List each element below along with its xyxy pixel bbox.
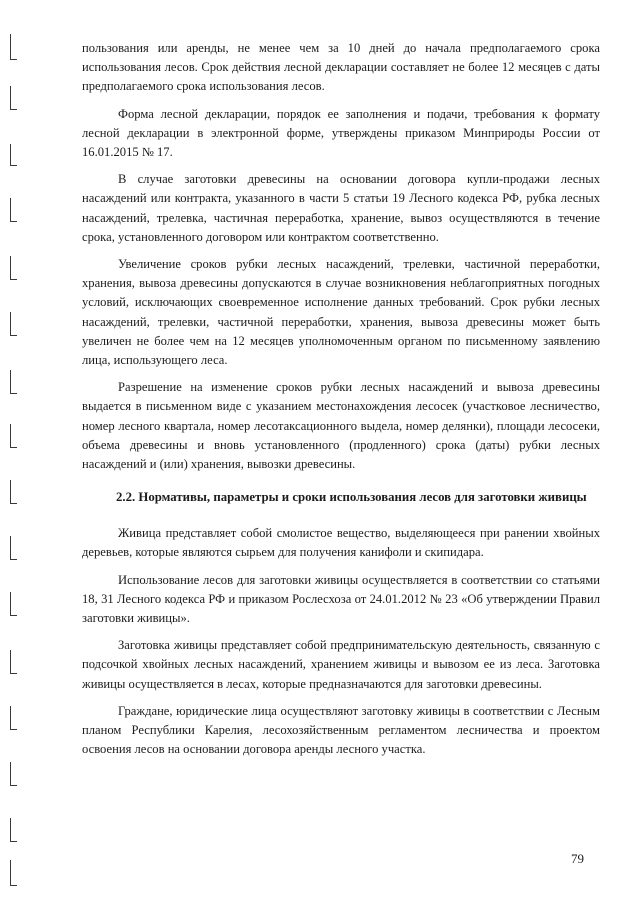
binding-mark [10, 706, 18, 730]
binding-mark [10, 592, 18, 616]
paragraph: пользования или аренды, не менее чем за 10 дней до начала предполагаемого срока использования лесов. Срок действия лесной декларации составляет не более 12 месяцев с даты предполагаемого срока использования лесов. [82, 41, 600, 94]
binding-mark [10, 86, 18, 110]
binding-mark [10, 198, 18, 222]
binding-mark [10, 860, 18, 886]
binding-mark [10, 144, 18, 166]
paragraph: Живица представляет собой смолистое вещество, выделяющееся при ранении хвойных деревьев, которые являются сырьем для получения канифоли и скипидара. [82, 526, 600, 560]
binding-mark [10, 34, 18, 60]
binding-marks [6, 20, 22, 890]
binding-mark [10, 370, 18, 394]
paragraph: Разрешение на изменение сроков рубки лесных насаждений и вывоза древесины выдается в письменном виде с указанием местонахождения лесосек (участковое лесничество, номер лесного квартала, номер лесотаксационного выдела, номер делянки), площади лесосеки, объема древесины и вновь установленного (продленного) срока (даты) рубки лесных насаждений и (или) хранения, вывозки древесины. [82, 380, 600, 472]
section-heading: 2.2. Нормативы, параметры и сроки использования лесов для заготовки живицы [116, 490, 587, 505]
paragraph: Увеличение сроков рубки лесных насаждений, трелевки, частичной переработки, хранения, вывоза древесины допускаются в случае возникновения неблагоприятных погодных условий, исключающих своевременное исполнение данных требований. Срок рубки лесных насаждений, трелевки, частичной переработки, хранения, вывоза древесины может быть увеличен не более чем на 12 месяцев уполномоченным органом по письменному заявлению лица, использующего леса. [82, 257, 600, 368]
page-number: 79 [571, 851, 584, 866]
paragraph: Граждане, юридические лица осуществляют заготовку живицы в соответствии с Лесным планом Республики Карелия, лесохозяйственным регламентом лесничества и проектом освоения лесов на основании договора аренды лесного участка. [82, 703, 600, 757]
paragraph: Использование лесов для заготовки живицы осуществляется в соответствии со статьями 18, 31 Лесного кодекса РФ и приказом Рослесхоза от 24.01.2012 № 23 «Об утверждении Правил заготовки живицы». [82, 572, 600, 626]
paragraph: Форма лесной декларации, порядок ее заполнения и подачи, требования к формату лесной декларации в электронной форме, утверждены приказом Минприроды России от 16.01.2015 № 17. [82, 106, 600, 160]
binding-mark [10, 818, 18, 842]
binding-mark [10, 536, 18, 560]
document-body [82, 39, 600, 768]
binding-mark [10, 256, 18, 280]
binding-mark [10, 424, 18, 448]
paragraph: Заготовка живицы представляет собой предпринимательскую деятельность, связанную с подсочкой хвойных лесных насаждений, хранением живицы и вывозом ее из леса. Заготовка живицы осуществляется в лесах, которые предназначаются для заготовки древесины. [82, 638, 600, 691]
paragraph: В случае заготовки древесины на основании договора купли-продажи лесных насаждений или контракта, указанного в части 5 статьи 19 Лесного кодекса РФ, рубка лесных насаждений, трелевка, частичная переработка, хранение, вывоз осуществляются в течение срока, установленного договором или контрактом соответственно. [82, 172, 600, 244]
binding-mark [10, 480, 18, 504]
binding-mark [10, 650, 18, 674]
binding-mark [10, 312, 18, 336]
binding-mark [10, 762, 18, 786]
